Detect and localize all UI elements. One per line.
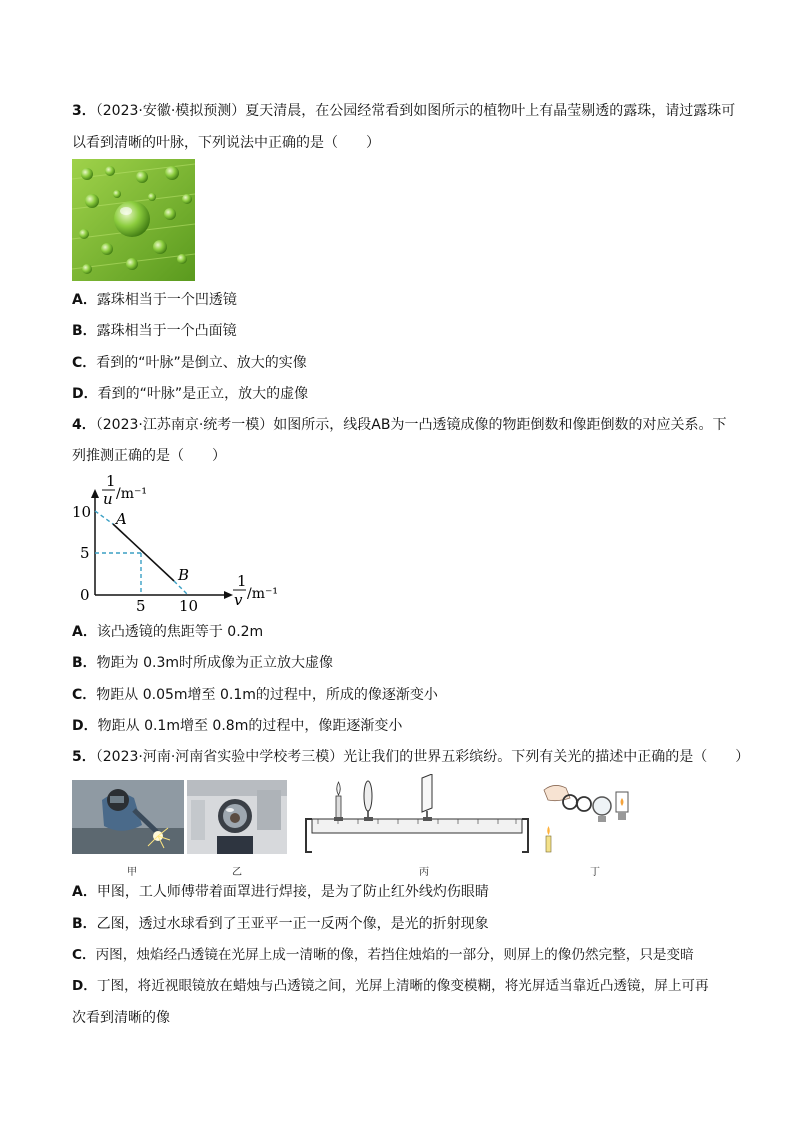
q3-source: （2023·安徽·模拟预测） — [95, 103, 246, 119]
caption-yi: 乙 — [232, 867, 242, 878]
x-label-den: v — [234, 591, 243, 609]
q5-option-d: D．丁图，将近视眼镜放在蜡烛与凸透镜之间，光屏上清晰的像变模糊，将光屏适当靠近凸透镜，屏上可再 — [72, 978, 709, 994]
tick-origin: 0 — [80, 586, 90, 604]
q3-option-d: D．看到的“叶脉”是正立，放大的虚像 — [72, 386, 309, 402]
caption-jia: 甲 — [127, 867, 137, 878]
q5-option-d-line2: 次看到清晰的像 — [72, 1010, 170, 1026]
q4-number: 4． — [72, 417, 96, 433]
q3-option-a: A．露珠相当于一个凹透镜 — [72, 292, 237, 308]
q3-option-c: C．看到的“叶脉”是倒立、放大的实像 — [72, 355, 307, 371]
figure-jia-welder — [72, 780, 184, 854]
tick-y-10: 10 — [72, 503, 92, 521]
leaf-dew-photo — [72, 159, 195, 281]
q4-graph — [68, 474, 283, 619]
q3-number: 3． — [72, 103, 96, 119]
y-label-num: 1 — [106, 474, 116, 490]
q5-number: 5． — [72, 749, 96, 765]
q4-option-c: C．物距从 0.05m增至 0.1m的过程中，所成的像逐渐变小 — [72, 687, 438, 703]
q5-source: （2023·河南·河南省实验中学校考三模） — [95, 749, 344, 765]
q4-option-d: D．物距从 0.1m增至 0.8m的过程中，像距逐渐变小 — [72, 718, 403, 734]
caption-bing: 丙 — [419, 867, 429, 878]
q4-source: （2023·江苏南京·统考一模） — [95, 417, 274, 433]
caption-ding: 丁 — [590, 867, 600, 878]
segment-ab — [113, 524, 174, 581]
y-label-den: u — [103, 490, 113, 508]
point-b-label: B — [178, 566, 190, 584]
q4-stem-text1: 如图所示，线段AB为一凸透镜成像的物距倒数和像距倒数的对应关系。下 — [273, 417, 727, 433]
y-unit: /m⁻¹ — [116, 486, 147, 502]
x-unit: /m⁻¹ — [247, 586, 278, 602]
x-label-num: 1 — [237, 572, 247, 590]
q5-stem-line1 — [72, 747, 749, 767]
figure-bing-optical-bench — [298, 774, 534, 854]
q5-option-c: C．丙图，烛焰经凸透镜在光屏上成一清晰的像，若挡住烛焰的一部分，则屏上的像仍然完整，只是变暗 — [72, 947, 694, 963]
tick-x-5: 5 — [136, 597, 146, 615]
q5-stem-text1: 光让我们的世界五彩缤纷。下列有关光的描述中正确的是（ ） — [343, 749, 750, 765]
q4-option-a: A．该凸透镜的焦距等于 0.2m — [72, 624, 264, 640]
x-axis-arrow — [224, 591, 233, 599]
q5-option-a: A．甲图，工人师傅带着面罩进行焊接，是为了防止红外线灼伤眼睛 — [72, 884, 489, 900]
figure-yi-water-ball — [187, 780, 287, 854]
point-a-label: A — [116, 510, 127, 528]
tick-x-10: 10 — [179, 597, 199, 615]
q4-stem-line1 — [72, 415, 726, 435]
q3-option-b: B．露珠相当于一个凸面镜 — [72, 323, 237, 339]
dashed-extension-a — [95, 511, 113, 524]
q3-stem-line1 — [72, 101, 735, 121]
figure-ding-myopia-setup — [540, 780, 640, 856]
q3-stem-text1: 夏天清晨，在公园经常看到如图所示的植物叶上有晶莹剔透的露珠，请过露珠可 — [245, 103, 736, 119]
y-axis-arrow — [91, 489, 99, 498]
q4-stem-line2: 列推测正确的是（ ） — [72, 448, 226, 464]
q3-stem-line2: 以看到清晰的叶脉，下列说法中正确的是（ ） — [72, 135, 380, 151]
q4-option-b: B．物距为 0.3m时所成像为正立放大虚像 — [72, 655, 334, 671]
q5-option-b: B．乙图，透过水球看到了王亚平一正一反两个像，是光的折射现象 — [72, 916, 489, 932]
tick-y-5: 5 — [80, 544, 90, 562]
